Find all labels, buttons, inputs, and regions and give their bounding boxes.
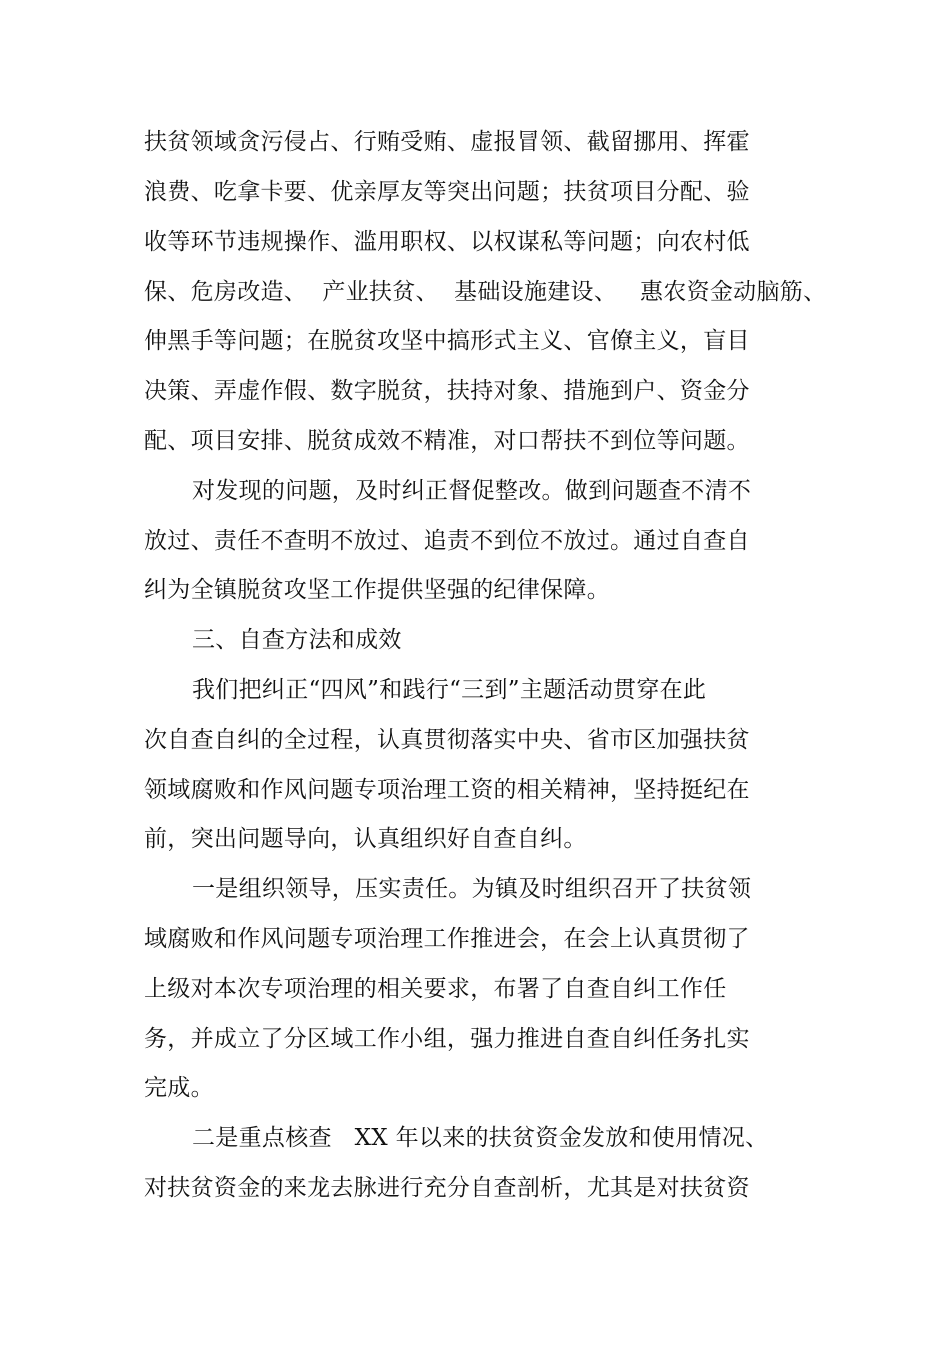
text-line: 配、项目安排、脱贫成效不精准，对口帮扶不到位等问题。 [144, 428, 750, 454]
text-line: 务，并成立了分区域工作小组，强力推进自查自纠任务扎实 [144, 1026, 750, 1052]
text-line: 决策、弄虚作假、数字脱贫，扶持对象、措施到户、资金分 [144, 378, 750, 404]
text-line: 对扶贫资金的来龙去脉进行充分自查剖析，尤其是对扶贫资 [144, 1175, 750, 1201]
text-line: 保、危房改造、 产业扶贫、 基础设施建设、 惠农资金动脑筋、 [144, 279, 827, 305]
text-line: 领域腐败和作风问题专项治理工资的相关精神，坚持挺纪在 [144, 777, 750, 803]
text-line: 纠为全镇脱贫攻坚工作提供坚强的纪律保障。 [144, 577, 610, 603]
text-line: 次自查自纠的全过程，认真贯彻落实中央、省市区加强扶贫 [144, 727, 750, 753]
text-line: 浪费、吃拿卡要、优亲厚友等突出问题；扶贫项目分配、验 [144, 179, 750, 205]
text-line: 伸黑手等问题；在脱贫攻坚中搞形式主义、官僚主义，盲目 [144, 328, 750, 354]
paragraph-first-line: 对发现的问题，及时纠正督促整改。做到问题查不清不 [192, 478, 752, 504]
paragraph-first-line: 一是组织领导，压实责任。为镇及时组织召开了扶贫领 [192, 876, 752, 902]
paragraph-first-line: 二是重点核查 XX 年以来的扶贫资金发放和使用情况、 [192, 1125, 769, 1151]
text-line: 完成。 [144, 1075, 214, 1101]
text-line: 域腐败和作风问题专项治理工作推进会，在会上认真贯彻了 [144, 926, 750, 952]
paragraph-first-line: 我们把纠正“四风”和践行“三到”主题活动贯穿在此 [192, 677, 707, 703]
text-line: 上级对本次专项治理的相关要求，布署了自查自纠工作任 [144, 976, 727, 1002]
text-line: 收等环节违规操作、滥用职权、以权谋私等问题；向农村低 [144, 229, 750, 255]
text-line: 前，突出问题导向，认真组织好自查自纠。 [144, 826, 587, 852]
section-heading: 三、自查方法和成效 [192, 627, 402, 653]
text-line: 放过、责任不查明不放过、追责不到位不放过。通过自查自 [144, 528, 750, 554]
text-line: 扶贫领域贪污侵占、行贿受贿、虚报冒领、截留挪用、挥霍 [144, 129, 750, 155]
